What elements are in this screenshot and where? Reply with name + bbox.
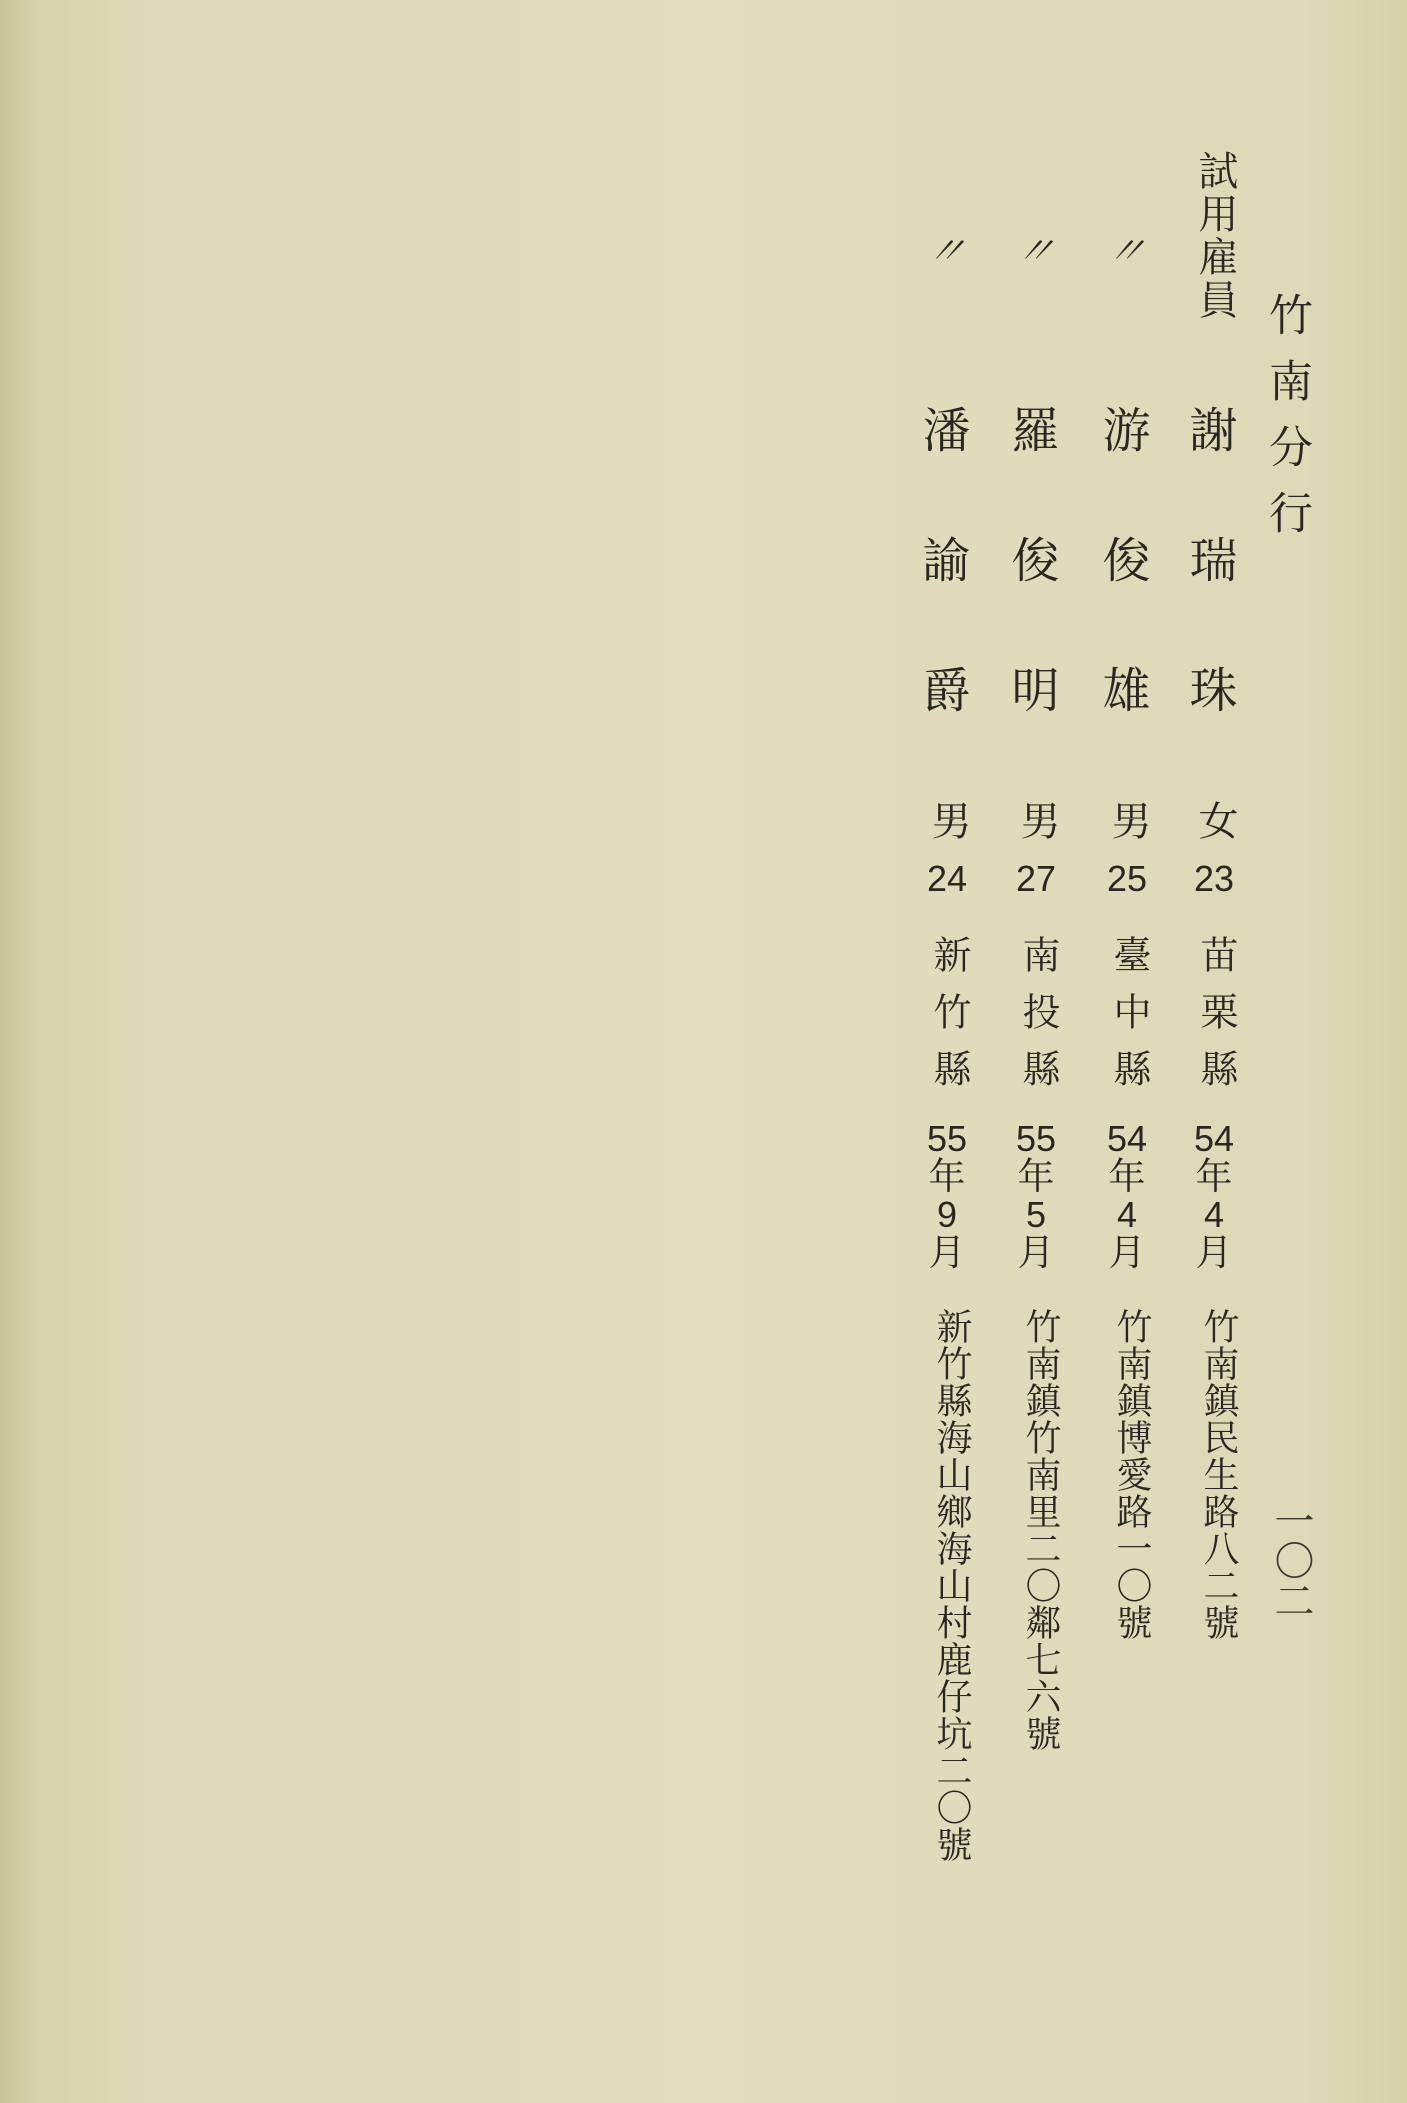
date-month: 5 <box>1025 1194 1047 1235</box>
staff-name: 游俊雄 <box>1094 405 1150 795</box>
date-month-unit: 月 <box>1017 1231 1055 1274</box>
date-year-unit: 年 <box>1108 1155 1146 1198</box>
branch-title: 竹南分行 <box>1261 292 1312 556</box>
date-month-unit: 月 <box>1108 1231 1146 1274</box>
age: 24 <box>926 858 968 899</box>
gender: 女 <box>1192 800 1238 840</box>
address: 竹南鎮博愛路一〇號 <box>1111 1308 1152 1641</box>
ditto-mark: 〃 <box>1101 229 1151 273</box>
staff-row <box>1094 0 1157 2103</box>
native-place: 南投縣 <box>1016 935 1060 1106</box>
date-year: 55 <box>926 1118 968 1159</box>
date-month-unit: 月 <box>1195 1231 1233 1274</box>
address: 竹南鎮竹南里二〇鄰七六號 <box>1020 1308 1061 1752</box>
start-date <box>1097 1120 1157 1272</box>
staff-row <box>1181 0 1244 2103</box>
job-title: 試用雇員 <box>1192 150 1238 322</box>
date-month: 9 <box>936 1194 958 1235</box>
staff-name: 潘諭爵 <box>914 405 970 795</box>
date-month-unit: 月 <box>928 1231 966 1274</box>
age: 25 <box>1106 858 1148 899</box>
native-place: 新竹縣 <box>927 935 971 1106</box>
date-year-unit: 年 <box>928 1155 966 1198</box>
address: 竹南鎮民生路八二號 <box>1198 1308 1239 1641</box>
date-year-unit: 年 <box>1195 1155 1233 1198</box>
date-year: 55 <box>1015 1118 1057 1159</box>
native-place: 苗栗縣 <box>1194 935 1238 1106</box>
gender: 男 <box>1105 800 1151 840</box>
start-date <box>1006 1120 1066 1272</box>
staff-row <box>1003 0 1066 2103</box>
start-date <box>1184 1120 1244 1272</box>
date-month: 4 <box>1203 1194 1225 1235</box>
date-month: 4 <box>1116 1194 1138 1235</box>
date-year: 54 <box>1193 1118 1235 1159</box>
start-date <box>917 1120 977 1272</box>
gender: 男 <box>1014 800 1060 840</box>
date-year-unit: 年 <box>1017 1155 1055 1198</box>
staff-name: 謝瑞珠 <box>1181 405 1237 795</box>
address: 新竹縣海山鄉海山村鹿仔坑二〇號 <box>931 1308 972 1863</box>
date-year: 54 <box>1106 1118 1148 1159</box>
ditto-mark: 〃 <box>1010 229 1060 273</box>
staff-row <box>914 0 977 2103</box>
gender: 男 <box>925 800 971 840</box>
ditto-mark: 〃 <box>921 229 971 273</box>
page-number: 一〇二 <box>1268 1500 1314 1620</box>
staff-name: 羅俊明 <box>1003 405 1059 795</box>
age: 27 <box>1015 858 1057 899</box>
age: 23 <box>1193 858 1235 899</box>
native-place: 臺中縣 <box>1107 935 1151 1106</box>
